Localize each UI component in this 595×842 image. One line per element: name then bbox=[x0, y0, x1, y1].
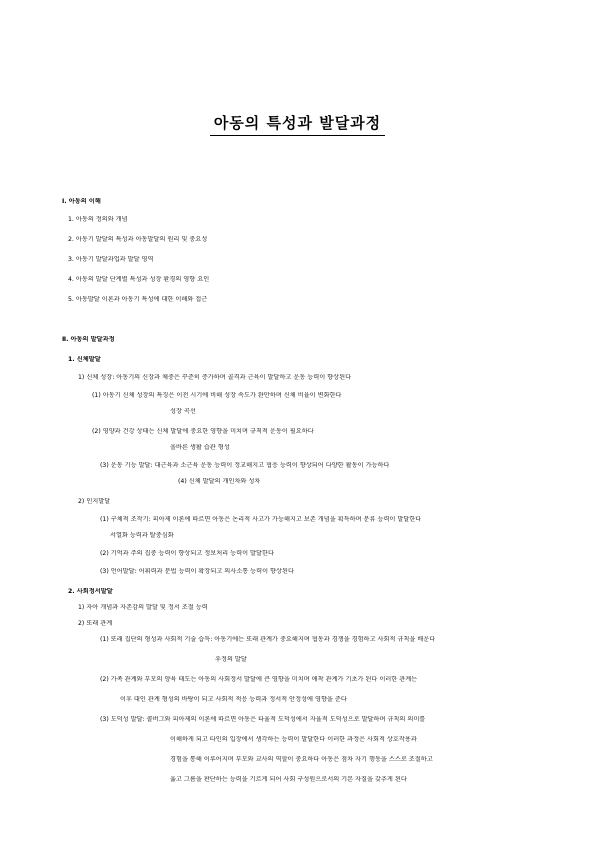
body-line: 2) 또래 관계 bbox=[78, 620, 113, 627]
body-line: 이후 대인 관계 형성의 바탕이 되고 사회적 적응 능력과 정서적 안정성에 영향을 준다 bbox=[120, 696, 347, 703]
body-line: 1. 아동의 정의와 개념 bbox=[68, 216, 128, 223]
body-line: (3) 언어발달: 어휘력과 문법 능력이 확장되고 의사소통 능력이 향상된다 bbox=[100, 568, 294, 575]
body-line: 5. 아동발달 이론과 아동기 특성에 대한 이해와 접근 bbox=[68, 296, 208, 303]
body-line: 4. 아동의 발달 단계별 특성과 성장 환경의 영향 요인 bbox=[68, 276, 210, 283]
body-line: 우정의 발달 bbox=[215, 656, 247, 663]
body-line: 서열화 능력과 탈중심화 bbox=[110, 532, 174, 539]
body-line: 1) 신체 성장: 아동기의 신장과 체중은 꾸준히 증가하며 골격과 근육이 발달하고 운동 능력이 향상된다 bbox=[78, 374, 352, 381]
body-line: 옳고 그름을 판단하는 능력을 기르게 되어 사회 구성원으로서의 기본 자질을 갖추게 된다 bbox=[170, 776, 407, 783]
section-heading: Ⅰ. 아동의 이해 bbox=[62, 198, 101, 205]
document-title-wrap bbox=[0, 112, 595, 136]
body-line: 성장 곡선 bbox=[170, 408, 196, 415]
body-line: (1) 아동기 신체 성장의 특징은 이전 시기에 비해 성장 속도가 완만하며 신체 비율이 변화한다 bbox=[92, 392, 342, 399]
body-line: 3. 아동기 발달과업과 발달 영역 bbox=[68, 256, 154, 263]
body-line: (1) 또래 집단의 형성과 사회적 기술 습득: 아동기에는 또래 관계가 중요해지며 협동과 경쟁을 경험하고 사회적 규칙을 배운다 bbox=[100, 636, 436, 643]
body-line: (3) 도덕성 발달: 콜버그와 피아제의 이론에 따르면 아동은 타율적 도덕성에서 자율적 도덕성으로 발달하며 규칙의 의미를 bbox=[100, 716, 426, 723]
section-heading: Ⅱ. 아동의 발달과정 bbox=[62, 336, 115, 343]
document-title: 아동의 특성과 발달과정 bbox=[210, 112, 385, 136]
section-heading: 1. 신체발달 bbox=[68, 356, 101, 363]
section-heading: 2. 사회정서발달 bbox=[68, 588, 113, 595]
body-line: (2) 가족 관계와 부모의 양육 태도는 아동의 사회정서 발달에 큰 영향을 미치며 애착 관계가 기초가 된다 이러한 관계는 bbox=[100, 676, 418, 683]
body-line: (4) 신체 발달의 개인차와 성차 bbox=[178, 478, 261, 485]
body-line: (2) 기억과 주의 집중 능력이 향상되고 정보처리 능력이 발달한다 bbox=[100, 550, 274, 557]
body-line: (2) 영양과 건강 상태는 신체 발달에 중요한 영향을 미치며 규칙적 운동이 필요하다 bbox=[92, 428, 314, 435]
body-line: 경험을 통해 이루어지며 부모와 교사의 역할이 중요하다 아동은 점차 자기 행동을 스스로 조절하고 bbox=[170, 756, 433, 763]
body-line: 2. 아동기 발달의 특성과 아동발달의 원리 및 중요성 bbox=[68, 236, 208, 243]
body-line: (3) 운동 기능 발달: 대근육과 소근육 운동 능력이 정교해지고 협응 능력이 향상되어 다양한 활동이 가능하다 bbox=[100, 462, 390, 469]
body-line: (1) 구체적 조작기: 피아제 이론에 따르면 아동은 논리적 사고가 가능해지고 보존 개념을 획득하며 분류 능력이 발달한다 bbox=[100, 516, 422, 523]
body-line: 2) 인지발달 bbox=[78, 498, 111, 505]
body-line: 이해하게 되고 타인의 입장에서 생각하는 능력이 발달한다 이러한 과정은 사회적 상호작용과 bbox=[170, 736, 417, 743]
body-line: 1) 자아 개념과 자존감의 발달 및 정서 조절 능력 bbox=[78, 604, 208, 611]
body-line: 올바른 생활 습관 형성 bbox=[170, 444, 230, 451]
